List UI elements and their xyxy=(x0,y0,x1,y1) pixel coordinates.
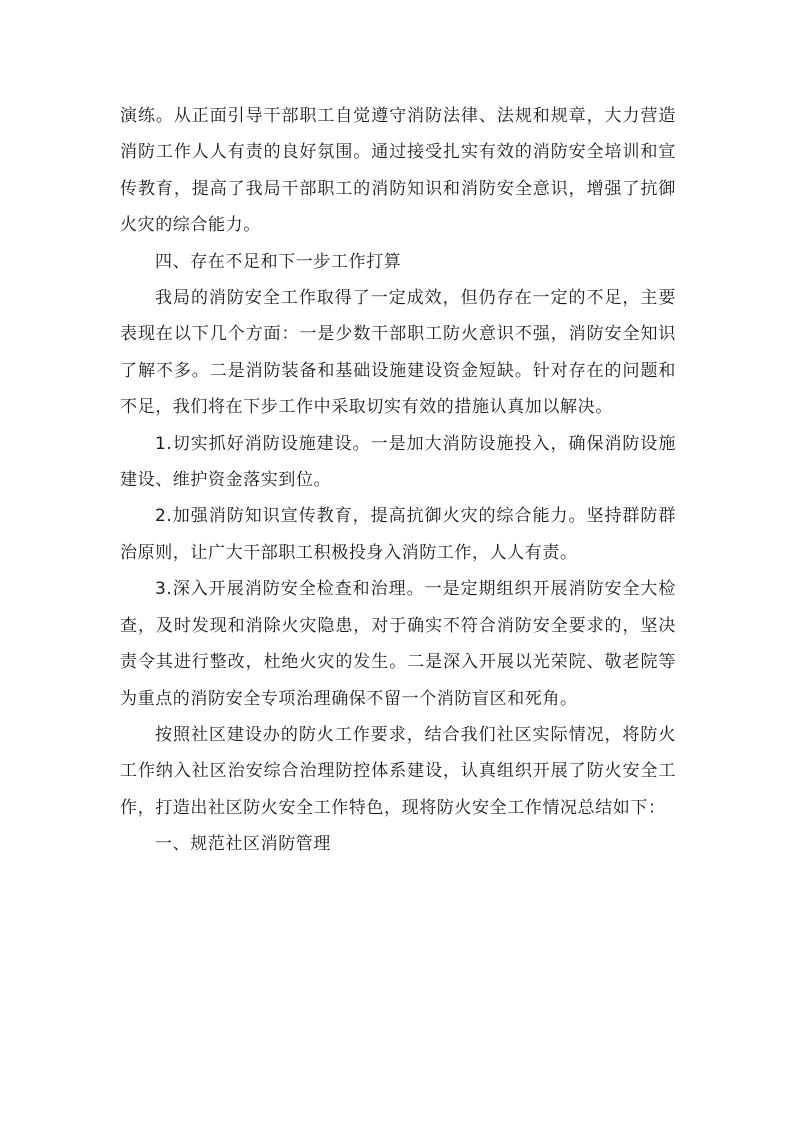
paragraph-shortcomings: 我局的消防安全工作取得了一定成效，但仍存在一定的不足，主要表现在以下几个方面：一是少数干部职工防火意识不强，消防安全知识了解不多。二是消防装备和基础设施建设资金短缺。针对存在的问题和不足，我们将在下步工作中采取切实有效的措施认真加以解决。 xyxy=(120,288,676,418)
list-item-3: 3.深入开展消防安全检查和治理。一是定期组织开展消防安全大检查，及时发现和消除火灾隐患，对于确实不符合消防安全要求的，坚决责令其进行整改，杜绝火灾的发生。二是深入开展以光荣院、敬老院等为重点的消防安全专项治理确保不留一个消防盲区和死角。 xyxy=(120,579,676,709)
document-body xyxy=(120,98,676,863)
list-item-1: 1.切实抓好消防设施建设。一是加大消防设施投入，确保消防设施建设、维护资金落实到位。 xyxy=(120,433,676,491)
paragraph-community-intro: 按照社区建设办的防火工作要求，结合我们社区实际情况，将防火工作纳入社区治安综合治理防控体系建设，认真组织开展了防火安全工作，打造出社区防火安全工作特色，现将防火安全工作情况总结如下： xyxy=(120,724,676,818)
section-heading-four: 四、存在不足和下一步工作打算 xyxy=(155,251,402,272)
paragraph-continuation: 演练。从正面引导干部职工自觉遵守消防法律、法规和规章，大力营造消防工作人人有责的良好氛围。通过接受扎实有效的消防安全培训和宣传教育，提高了我局干部职工的消防知识和消防安全意识，增强了抗御火灾的综合能力。 xyxy=(120,106,676,236)
section-heading-one: 一、规范社区消防管理 xyxy=(155,834,331,855)
list-item-2: 2.加强消防知识宣传教育，提高抗御火灾的综合能力。坚持群防群治原则，让广大干部职工积极投身入消防工作，人人有责。 xyxy=(120,506,676,563)
